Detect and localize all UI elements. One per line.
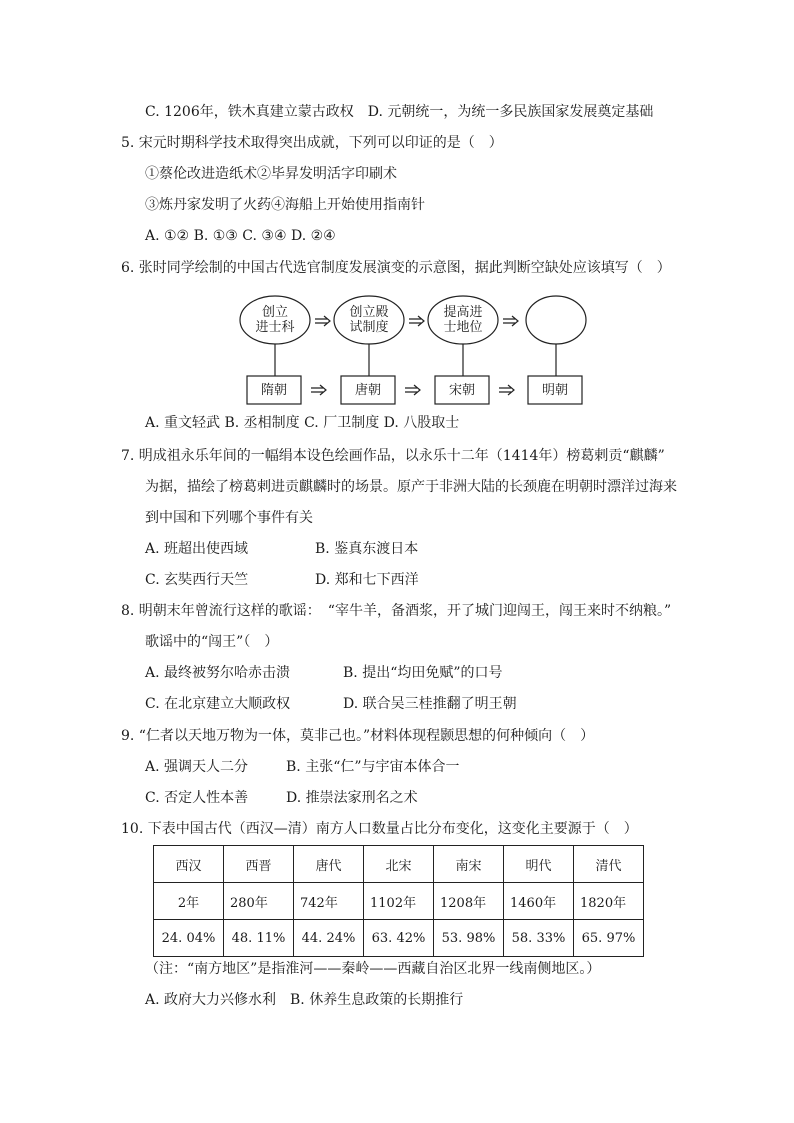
q7-option-d: D. 郑和七下西洋 xyxy=(315,572,419,588)
table-cell: 24. 04% xyxy=(154,920,224,957)
oval-2-label xyxy=(339,305,399,335)
table-cell: 南宋 xyxy=(434,846,504,883)
q8-option-b: B. 提出“均田免赋”的口号 xyxy=(343,665,503,681)
oval-4-blank xyxy=(526,296,586,344)
q9-option-a: A. 强调天人二分 xyxy=(145,759,249,775)
q10-options: A. 政府大力兴修水利 B. 休养生息政策的长期推行 xyxy=(145,992,464,1008)
q10-stem: 10. 下表中国古代（西汉—清）南方人口数量占比分布变化，这变化主要源于（ ） xyxy=(121,821,638,837)
q5-options: A. ①② B. ①③ C. ③④ D. ②④ xyxy=(145,228,336,244)
q9-line-1: 9. “仁者以天地万物为一体，莫非己也。”材料体现程颢思想的何种倾向（ ） xyxy=(121,728,595,744)
oval-1-line-2: 进士科 xyxy=(255,320,295,335)
table-cell: 742年 xyxy=(294,883,364,920)
table-row-dynasties xyxy=(154,846,644,883)
table-cell: 唐代 xyxy=(294,846,364,883)
table-row-years xyxy=(154,883,644,920)
table-cell: 53. 98% xyxy=(434,920,504,957)
q9-option-b: B. 主张“仁”与宇宙本体合一 xyxy=(286,759,460,775)
table-cell: 280年 xyxy=(224,883,294,920)
q4-options-tail: C. 1206年，铁木真建立蒙古政权 D. 元朝统一，为统一多民族国家发展奠定基础 xyxy=(145,104,654,120)
oval-3-label xyxy=(433,305,493,335)
q5-item-2: ③炼丹家发明了火药④海船上开始使用指南针 xyxy=(145,197,425,213)
oval-1-label xyxy=(245,305,305,335)
population-table xyxy=(153,845,644,957)
oval-2-line-2: 试制度 xyxy=(349,320,389,335)
table-cell: 西晋 xyxy=(224,846,294,883)
table-cell: 1820年 xyxy=(574,883,644,920)
q8-option-a: A. 最终被努尔哈赤击溃 xyxy=(145,665,291,681)
table-cell: 65. 97% xyxy=(574,920,644,957)
table-cell: 明代 xyxy=(504,846,574,883)
q6-options: A. 重文轻武 B. 丞相制度 C. 厂卫制度 D. 八股取士 xyxy=(145,415,460,431)
q7-line-3: 到中国和下列哪个事件有关 xyxy=(145,510,313,526)
box-3-label: 宋朝 xyxy=(448,383,475,398)
q7-line-2: 为据，描绘了榜葛剌进贡麒麟时的场景。原产于非洲大陆的长颈鹿在明朝时漂洋过海来 xyxy=(145,479,677,495)
table-cell: 63. 42% xyxy=(364,920,434,957)
q7-option-c: C. 玄奘西行天竺 xyxy=(145,572,249,588)
box-1-label: 隋朝 xyxy=(260,383,287,398)
q10-note: （注：“南方地区”是指淮河——秦岭——西藏自治区北界一线南侧地区。） xyxy=(145,961,601,977)
table-cell: 西汉 xyxy=(154,846,224,883)
q8-option-c: C. 在北京建立大顺政权 xyxy=(145,696,291,712)
table-cell: 北宋 xyxy=(364,846,434,883)
q6-stem: 6. 张时同学绘制的中国古代选官制度发展演变的示意图，据此判断空缺处应该填写（ ） xyxy=(121,260,671,276)
table-cell: 58. 33% xyxy=(504,920,574,957)
table-row-shares xyxy=(154,920,644,957)
oval-1-line-1: 创立 xyxy=(261,305,288,320)
table-cell: 1208年 xyxy=(434,883,504,920)
q9-option-c: C. 否定人性本善 xyxy=(145,790,249,806)
q8-option-d: D. 联合吴三桂推翻了明王朝 xyxy=(343,696,517,712)
q8-line-1: 8. 明朝末年曾流行这样的歌谣： “宰牛羊，备酒浆，开了城门迎闯王，闯王来时不纳粮。” xyxy=(121,603,672,619)
q5-item-1: ①蔡伦改进造纸术②毕昇发明活字印刷术 xyxy=(145,166,397,182)
oval-3-line-1: 提高进 xyxy=(443,305,483,320)
oval-3-line-2: 士地位 xyxy=(443,320,483,335)
oval-2-line-1: 创立殿 xyxy=(349,305,389,320)
table-cell: 清代 xyxy=(574,846,644,883)
box-4-label: 明朝 xyxy=(541,383,568,398)
q5-stem: 5. 宋元时期科学技术取得突出成就，下列可以印证的是（ ） xyxy=(121,135,503,151)
table-cell: 2年 xyxy=(154,883,224,920)
q9-option-d: D. 推崇法家刑名之术 xyxy=(286,790,418,806)
table-cell: 48. 11% xyxy=(224,920,294,957)
box-2-label: 唐朝 xyxy=(354,383,381,398)
q7-option-b: B. 鉴真东渡日本 xyxy=(315,541,419,557)
selection-system-diagram xyxy=(238,284,588,409)
q8-line-2: 歌谣中的“闯王”（ ） xyxy=(145,634,279,650)
table-cell: 44. 24% xyxy=(294,920,364,957)
table-cell: 1460年 xyxy=(504,883,574,920)
q7-option-a: A. 班超出使西域 xyxy=(145,541,249,557)
q7-line-1: 7. 明成祖永乐年间的一幅绢本设色绘画作品，以永乐十二年（1414年）榜葛剌贡“麒麟” xyxy=(121,448,665,464)
table-cell: 1102年 xyxy=(364,883,434,920)
